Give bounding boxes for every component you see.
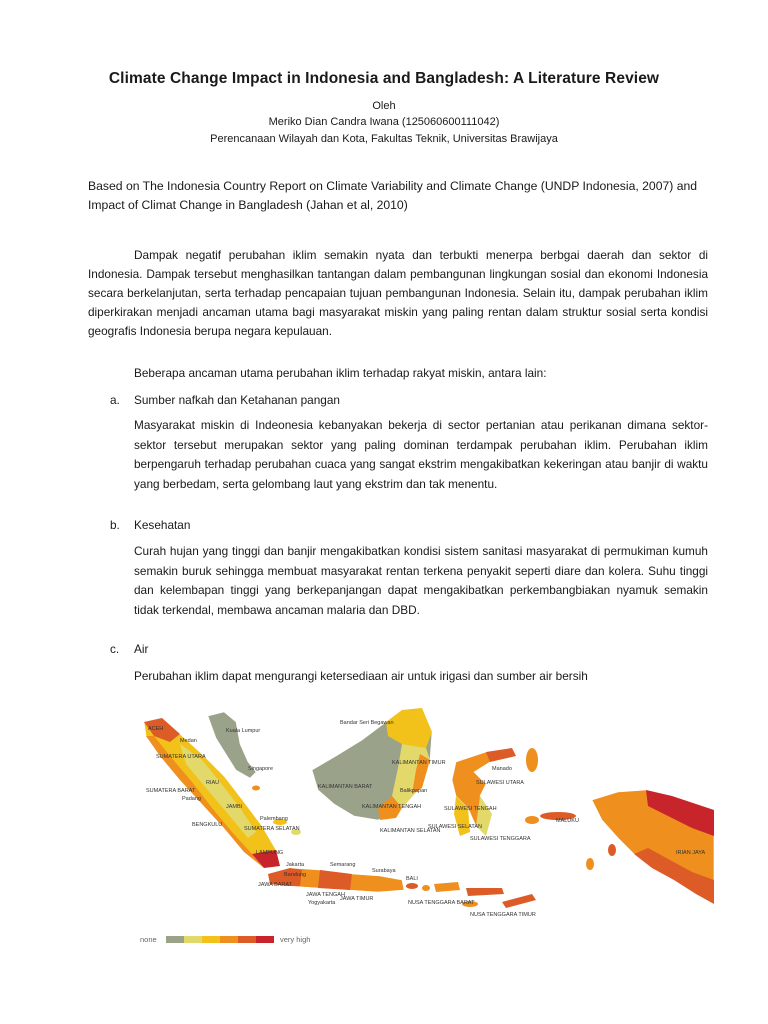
halmahera-island xyxy=(526,748,538,772)
section-c-title: Air xyxy=(134,642,149,656)
author-affiliation: Perencanaan Wilayah dan Kota, Fakultas Teknik, Universitas Brawijaya xyxy=(210,133,558,145)
label-sumsel: SUMATERA SELATAN xyxy=(244,826,300,832)
label-sultra: SULAWESI TENGGARA xyxy=(470,836,531,842)
flores-island xyxy=(466,888,504,896)
label-lampung: LAMPUNG xyxy=(256,850,284,856)
indonesia-vulnerability-map xyxy=(140,704,714,924)
document-title: Climate Change Impact in Indonesia and Bangladesh: A Literature Review xyxy=(108,70,660,87)
tanimbar-island xyxy=(586,858,594,870)
section-b-body: Curah hujan yang tinggi dan banjir mengakibatkan kondisi sistem sanitasi masyarakat di permukiman kumuh semakin buruk sehingga membuat masyarakat rentan terkena penyakit seperti diare dan kolera. Suhu tinggi dan kelembapan tinggi yang berkepanjangan dapat mengakibatkan perkembangbiakan nyamuk semakin tidak terkendal, membawa ancaman malaria dan DBD. xyxy=(134,544,708,617)
author-name: Meriko Dian Candra Iwana (125060600111042) xyxy=(268,116,500,128)
label-kl: Kuala Lumpur xyxy=(226,728,261,734)
label-kalbar: KALIMANTAN BARAT xyxy=(318,784,373,790)
java-central xyxy=(318,870,352,890)
label-balikpapan: Balikpapan xyxy=(400,788,428,794)
timor-island xyxy=(502,894,536,908)
label-bsb: Bandar Seri Begawan xyxy=(340,720,394,726)
byline-oleh: Oleh xyxy=(372,100,396,112)
label-irian: IRIAN JAYA xyxy=(676,850,706,856)
legend-swatch-3 xyxy=(202,936,220,943)
label-sulut: SULAWESI UTARA xyxy=(476,780,524,786)
legend-swatch-1 xyxy=(166,936,184,943)
sulawesi-north-arm xyxy=(486,748,516,762)
riau-islands xyxy=(252,786,260,791)
label-jatim: JAWA TIMUR xyxy=(340,896,374,902)
section-a-letter: a. xyxy=(110,393,120,407)
section-a-title: Sumber nafkah dan Ketahanan pangan xyxy=(134,393,340,407)
section-a-heading xyxy=(110,391,340,410)
label-jateng: JAWA TENGAH xyxy=(306,892,345,898)
label-singapore: Singapore xyxy=(248,766,274,772)
legend-high-label: very high xyxy=(280,935,311,944)
section-b-heading xyxy=(110,516,190,535)
label-jabar: JAWA BARAT xyxy=(258,882,293,888)
section-c-body: Perubahan iklim dapat mengurangi ketersediaan air untuk irigasi dan sumber air bersih xyxy=(134,669,588,683)
label-bengkulu: BENGKULU xyxy=(192,822,223,828)
section-a-body: Masyarakat miskin di Indeonesia kebanyakan bekerja di sector pertanian atau perikanan dimana sektor-sektor tersebut merupakan sektor yang paling dominan terdampak perubahan iklim. Perubahan iklim berpengaruh terhadap perubahan cuaca yang sangat ekstrim mengakibatkan kekeringan atau banjir di waktu yang berbedam, serta gelombang laut yang ekstrim dan tak menentu. xyxy=(134,418,708,491)
label-kalsel: KALIMANTAN SELATAN xyxy=(380,828,441,834)
label-semarang: Semarang xyxy=(330,862,356,868)
label-riau: RIAU xyxy=(206,780,220,786)
label-jambi: JAMBI xyxy=(226,804,243,810)
label-palembang: Palembang xyxy=(260,816,288,822)
label-yogya: Yogyakarta xyxy=(308,900,336,906)
label-sulsel: SULAWESI SELATAN xyxy=(428,824,482,830)
label-medan: Medan xyxy=(180,738,197,744)
label-sulteng: SULAWESI TENGAH xyxy=(444,806,497,812)
label-ntt: NUSA TENGGARA TIMUR xyxy=(470,912,536,918)
label-jakarta: Jakarta xyxy=(286,862,305,868)
source-statement: Based on The Indonesia Country Report on Climate Variability and Climate Change (UNDP Indonesia, 2007) and Impact of Climat Change in Bangladesh (Jahan et al, 2010) xyxy=(88,179,698,212)
label-kalteng: KALIMANTAN TENGAH xyxy=(362,804,422,810)
legend-swatch-5 xyxy=(238,936,256,943)
label-maluku: MALUKU xyxy=(556,818,579,824)
buru-island xyxy=(525,816,539,824)
sumbawa-island xyxy=(434,882,460,892)
label-ntb: NUSA TENGGARA BARAT xyxy=(408,900,475,906)
aru-island xyxy=(608,844,616,856)
section-b-letter: b. xyxy=(110,518,120,532)
legend-swatch-4 xyxy=(220,936,238,943)
label-sumbar: SUMATERA BARAT xyxy=(146,788,196,794)
label-manado: Manado xyxy=(492,766,512,772)
lombok-island xyxy=(422,885,430,891)
label-aceh: ACEH xyxy=(148,726,164,732)
section-c-heading xyxy=(110,640,148,659)
legend-low-label: none xyxy=(140,935,157,944)
label-surabaya: Surabaya xyxy=(372,868,396,874)
legend-swatch-6 xyxy=(256,936,274,943)
label-bandung: Bandung xyxy=(284,872,307,878)
legend-swatch-2 xyxy=(184,936,202,943)
label-padang: Padang xyxy=(182,796,201,802)
label-sumut: SUMATERA UTARA xyxy=(156,754,206,760)
section-b-title: Kesehatan xyxy=(134,518,191,532)
section-c-letter: c. xyxy=(110,642,120,656)
threats-intro: Beberapa ancaman utama perubahan iklim terhadap rakyat miskin, antara lain: xyxy=(134,366,547,380)
label-bali: BALI xyxy=(406,876,418,882)
bali-island xyxy=(406,883,418,889)
intro-paragraph: Dampak negatif perubahan iklim semakin nyata dan terbukti menerpa berbgai daerah dan sektor di Indonesia. Dampak tersebut menghasilkan tantangan dalam pembangunan lingkungan sosial dan ekonomi Indonesia secara berkelanjutan, serta terhadap pencapaian tujuan pembangunan Indonesia. Selain itu, dampak perubahan iklim diperkirakan menjadi ancaman utama bagi masyarakat miskin yang paling rentan dalam struktur sosial serta kondisi geografis Indonesia berupa negara kepulauan. xyxy=(88,248,708,338)
label-kaltim: KALIMANTAN TIMUR xyxy=(392,760,446,766)
